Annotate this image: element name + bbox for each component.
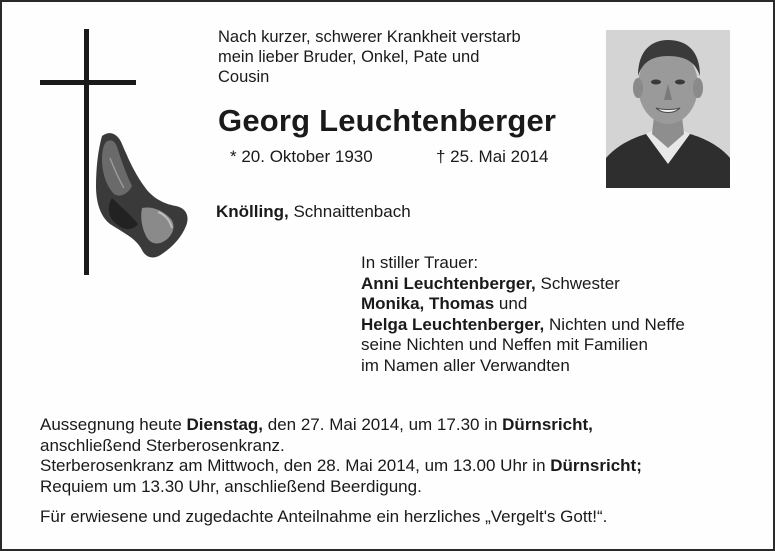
intro-text: [218, 27, 598, 87]
intro-line: Cousin: [218, 68, 270, 86]
mourners-line: im Namen aller Verwandten: [361, 355, 570, 375]
mourner-row: [361, 315, 761, 336]
mourners-heading: In stiller Trauer:: [361, 253, 479, 272]
service-place: Dürnsricht,: [502, 415, 593, 434]
intro-line: Nach kurzer, schwerer Krankheit verstarb: [218, 28, 521, 46]
service-text: Aussegnung heute: [40, 415, 187, 434]
portrait-image: [606, 30, 730, 188]
service-details: [40, 415, 760, 497]
praying-hands-icon: [92, 128, 192, 263]
thanks-line: Für erwiesene und zugedachte Anteilnahme ein herzliches „Vergelt's Gott!“.: [40, 507, 608, 526]
mourners-block: [361, 253, 761, 377]
service-place: Dürnsricht;: [550, 456, 642, 476]
service-line: [40, 415, 760, 436]
service-day: Dienstag,: [186, 415, 264, 434]
service-text: Sterberosenkranz am Mittwoch, den 28. Mai 2014, um 13.00 Uhr in: [40, 456, 551, 476]
deceased-name: Georg Leuchtenberger: [218, 103, 557, 138]
mourner-name: Monika, Thomas: [361, 294, 495, 314]
portrait-photo: [606, 30, 730, 188]
service-line: Requiem um 13.30 Uhr, anschließend Beerdigung.: [40, 476, 422, 496]
mourner-row: [361, 274, 761, 295]
mourner-role: und: [498, 294, 528, 314]
service-line: [40, 456, 760, 477]
place-region: Schnaittenbach: [293, 202, 411, 221]
service-line: anschließend Sterberosenkranz.: [40, 435, 285, 455]
mourners-line: seine Nichten und Neffen mit Familien: [361, 335, 648, 355]
mourner-name: Helga Leuchtenberger,: [361, 314, 545, 334]
mourner-role: Nichten und Neffe: [549, 314, 685, 334]
birth-date: * 20. Oktober 1930: [230, 147, 373, 166]
mourner-name: Anni Leuchtenberger,: [361, 273, 536, 293]
mourner-role: Schwester: [540, 273, 620, 293]
mourner-row: [361, 294, 761, 315]
service-text: den 27. Mai 2014, um 17.30 in: [263, 415, 503, 434]
place-town: Knölling,: [216, 202, 289, 221]
place-line: [216, 202, 411, 222]
death-date: † 25. Mai 2014: [436, 147, 549, 166]
intro-line: mein lieber Bruder, Onkel, Pate und: [218, 48, 480, 66]
